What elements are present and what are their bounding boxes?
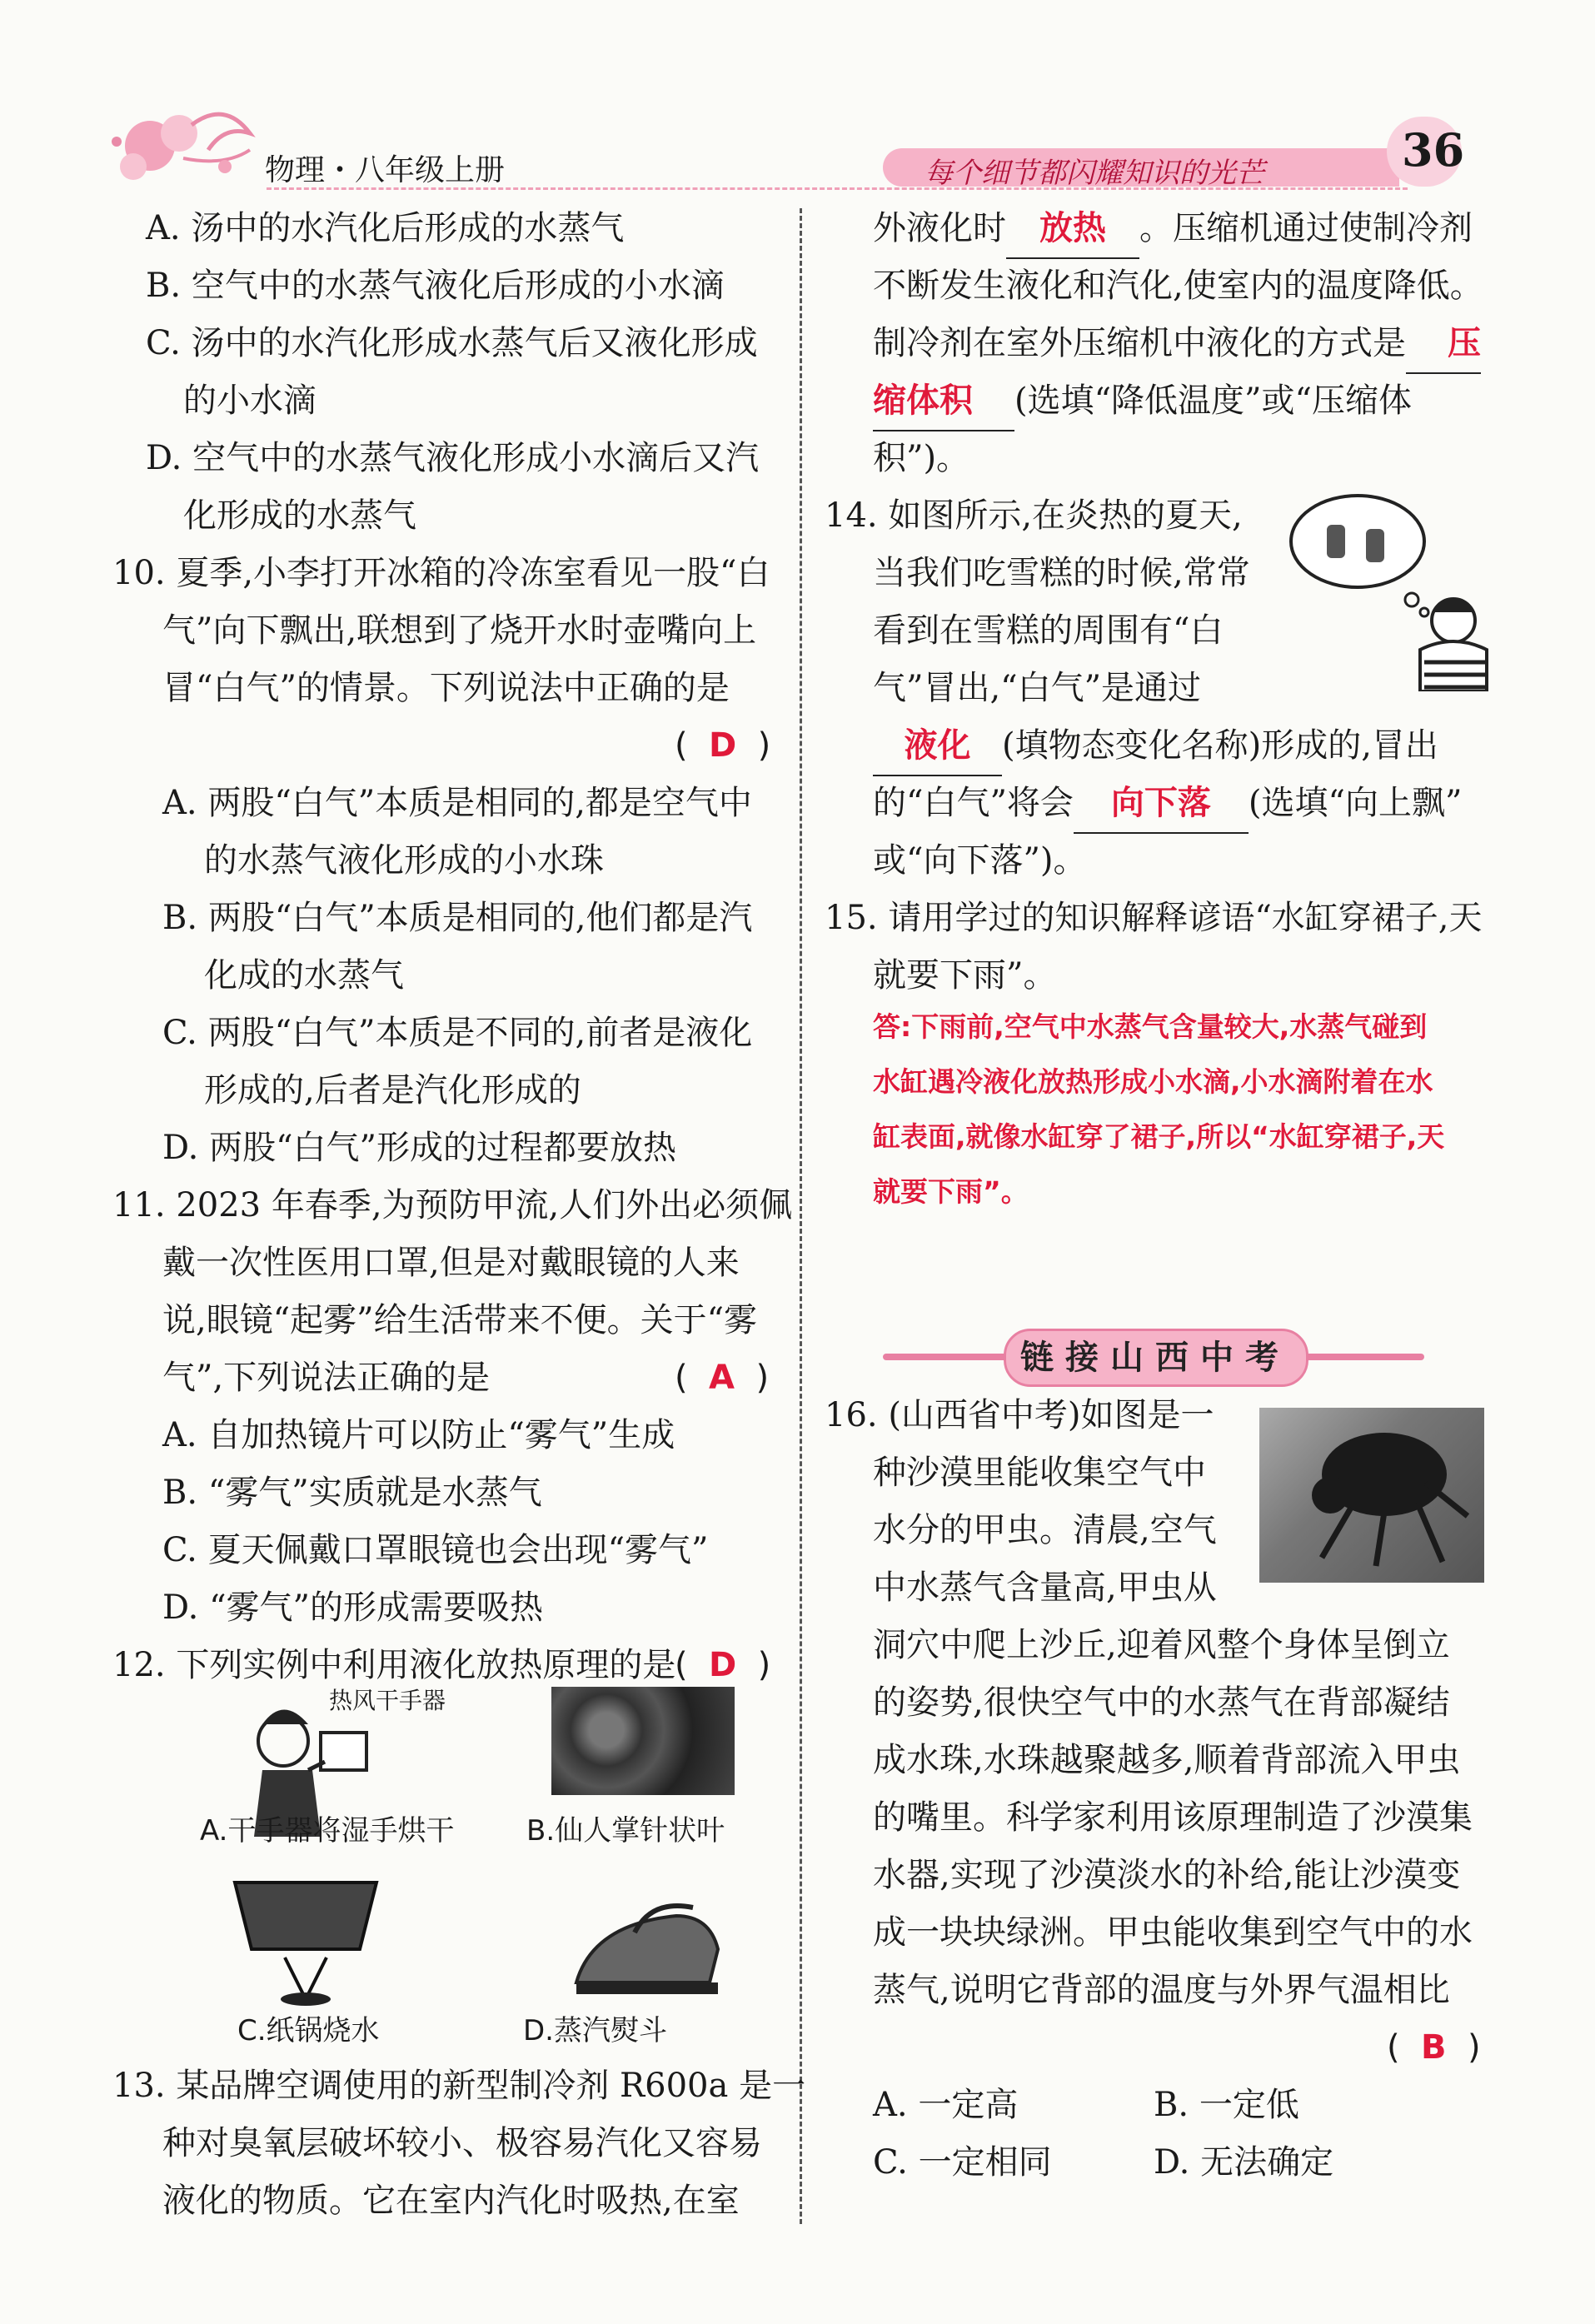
q10-line2: 气”向下飘出,联想到了烧开水时壶嘴向上 [162, 611, 757, 650]
q10-answer-bracket: ( D ) [675, 726, 771, 765]
q13-cont-text4: (选填“降低温度”或“压缩体 [1014, 382, 1412, 420]
slogan-text: 每个细节都闪耀知识的光芒 [925, 157, 1264, 190]
q13-line2: 种对臭氧层破坏较小、极容易汽化又容易 [162, 2124, 762, 2162]
q10-option-d: D. 两股“白气”形成的过程都要放热 [162, 1129, 676, 1167]
q10-option-a-line2: 的水蒸气液化形成的小水珠 [204, 841, 604, 880]
q14-line3: 看到在雪糕的周围有“白 [873, 611, 1224, 650]
q16-answer-bracket: ( B ) [1387, 2028, 1481, 2067]
q16-answer: B [1421, 2028, 1447, 2067]
q13-cont-line3 [873, 315, 1481, 374]
q16-option-b: B. 一定低 [1154, 2086, 1299, 2124]
q14-line1: 14. 如图所示,在炎热的夏天, [825, 496, 1243, 535]
q11-line1: 11. 2023 年春季,为预防甲流,人们外出必须佩 [112, 1186, 793, 1224]
q10-option-b-line1: B. 两股“白气”本质是相同的,他们都是汽 [162, 899, 753, 937]
q12-answer: D [709, 1646, 737, 1684]
q15-line1: 15. 请用学过的知识解释谚语“水缸穿裙子,天 [825, 899, 1483, 937]
q16-line5: 洞穴中爬上沙丘,迎着风整个身体呈倒立 [873, 1626, 1450, 1664]
q13-cont-line5: 积”)。 [873, 439, 970, 477]
q13-cont-line1 [873, 200, 1473, 259]
q12-caption-c: C.纸锅烧水 [237, 2014, 380, 2047]
q16-option-a: A. 一定高 [873, 2086, 1019, 2124]
q10-line3: 冒“白气”的情景。下列说法中正确的是 [162, 669, 730, 707]
q14-line6 [873, 775, 1462, 834]
q10-option-a-line1: A. 两股“白气”本质是相同的,都是空气中 [162, 784, 752, 822]
q9-option-d-line1: D. 空气中的水蒸气液化形成小水滴后又汽 [146, 439, 760, 477]
q11-line3: 说,眼镜“起雾”给生活带来不便。关于“雾 [162, 1301, 758, 1339]
hand-dryer-label: 热风干手器 [329, 1687, 446, 1714]
q13-blank2-part1: 压 [1406, 315, 1481, 374]
header [0, 0, 1595, 200]
q11-answer-bracket: ( A ) [675, 1359, 770, 1397]
q16-line1: 16. (山西省中考)如图是一 [825, 1396, 1214, 1434]
q12-line1: 12. 下列实例中利用液化放热原理的是 [112, 1646, 676, 1684]
q16-line3: 水分的甲虫。清晨,空气 [873, 1511, 1217, 1549]
q9-option-c-line2: 的小水滴 [183, 382, 317, 420]
column-divider [800, 208, 802, 2224]
ice-cream-boy-illustration [1287, 487, 1491, 691]
q16-line9: 水器,实现了沙漠淡水的补给,能让沙漠变 [873, 1856, 1461, 1894]
q11-option-b: B. “雾气”实质就是水蒸气 [162, 1474, 542, 1512]
q12-caption-a: A.干手器将湿手烘干 [200, 1814, 455, 1848]
floral-ornament-icon [100, 100, 267, 192]
q14-line4: 气”冒出,“白气”是通过 [873, 669, 1202, 707]
cactus-photo [551, 1687, 735, 1795]
q14-blank1: 液化 [873, 717, 1002, 776]
q13-line3: 液化的物质。它在室内汽化时吸热,在室 [162, 2182, 740, 2220]
q9-option-b: B. 空气中的水蒸气液化后形成的小水滴 [146, 267, 725, 305]
q15-answer-line2: 水缸遇冷液化放热形成小水滴,小水滴附着在水 [873, 1065, 1433, 1098]
q10-line1: 10. 夏季,小李打开冰箱的冷冻室看见一股“白 [112, 554, 770, 592]
q9-option-a: A. 汤中的水汽化后形成的水蒸气 [146, 209, 625, 247]
q16-line10: 成一块块绿洲。甲虫能收集到空气中的水 [873, 1913, 1473, 1952]
q16-line7: 成水珠,水珠越聚越多,顺着背部流入甲虫 [873, 1741, 1461, 1779]
q11-answer: A [709, 1359, 735, 1397]
steam-iron-illustration [560, 1874, 726, 2007]
q12-answer-bracket: ( D ) [675, 1646, 771, 1684]
q16-line11: 蒸气,说明它背部的温度与外界气温相比 [873, 1971, 1450, 2009]
q13-line1: 13. 某品牌空调使用的新型制冷剂 R600a 是一 [112, 2067, 806, 2105]
q10-option-c-line1: C. 两股“白气”本质是不同的,前者是液化 [162, 1014, 753, 1052]
q11-option-a: A. 自加热镜片可以防止“雾气”生成 [162, 1416, 675, 1454]
q12-caption-b: B.仙人掌针状叶 [526, 1814, 725, 1848]
q9-option-d-line2: 化形成的水蒸气 [183, 496, 416, 535]
q10-option-b-line2: 化成的水蒸气 [204, 956, 404, 995]
q13-blank1: 放热 [1006, 200, 1139, 259]
q14-line7: 或“向下落”)。 [873, 841, 1087, 880]
q16-option-d: D. 无法确定 [1154, 2143, 1334, 2182]
subject-title: 物理・八年级上册 [265, 153, 506, 187]
q15-answer-line3: 缸表面,就像水缸穿了裙子,所以“水缸穿裙子,天 [873, 1120, 1445, 1153]
q14-text6b: (选填“向上飘” [1248, 784, 1463, 822]
desert-beetle-photo [1259, 1408, 1484, 1583]
q9-option-c-line1: C. 汤中的水汽化形成水蒸气后又液化形成 [146, 324, 758, 362]
q14-line5 [873, 717, 1438, 776]
q13-cont-text2: 。压缩机通过使制冷剂 [1139, 209, 1473, 247]
page-number: 36 [1402, 123, 1465, 177]
q15-answer-line4: 就要下雨”。 [873, 1175, 1029, 1208]
q14-line2: 当我们吃雪糕的时候,常常 [873, 554, 1250, 592]
q11-line4: 气”,下列说法正确的是 [162, 1359, 491, 1397]
q14-text6: 的“白气”将会 [873, 784, 1074, 822]
q11-option-d: D. “雾气”的形成需要吸热 [162, 1588, 543, 1627]
q16-option-c: C. 一定相同 [873, 2143, 1052, 2182]
q11-line2: 戴一次性医用口罩,但是对戴眼镜的人来 [162, 1244, 740, 1282]
q15-line2: 就要下雨”。 [873, 956, 1057, 995]
q13-cont-line4 [873, 372, 1412, 431]
q12-caption-d: D.蒸汽熨斗 [523, 2014, 667, 2047]
q11-option-c: C. 夏天佩戴口罩眼镜也会出现“雾气” [162, 1531, 709, 1569]
q14-text5: (填物态变化名称)形成的,冒出 [1002, 726, 1438, 765]
q13-cont-line2: 不断发生液化和汽化,使室内的温度降低。 [873, 267, 1483, 305]
q14-blank2: 向下落 [1074, 775, 1249, 834]
q10-option-c-line2: 形成的,后者是汽化形成的 [204, 1071, 581, 1110]
q13-cont-text1: 外液化时 [873, 209, 1006, 247]
q15-answer-line1: 答:下雨前,空气中水蒸气含量较大,水蒸气碰到 [873, 1010, 1428, 1043]
q13-blank2-part2: 缩体积 [873, 372, 1014, 431]
q16-line8: 的嘴里。科学家利用该原理制造了沙漠集 [873, 1798, 1473, 1837]
q16-line4: 中水蒸气含量高,甲虫从 [873, 1568, 1217, 1607]
q10-answer: D [709, 726, 737, 765]
q16-line6: 的姿势,很快空气中的水蒸气在背部凝结 [873, 1683, 1450, 1722]
q16-line2: 种沙漠里能收集空气中 [873, 1454, 1206, 1492]
paper-pot-illustration [227, 1866, 385, 2007]
q13-cont-text3: 制冷剂在室外压缩机中液化的方式是 [873, 324, 1406, 362]
section-title: 链接山西中考 [1020, 1339, 1290, 1377]
